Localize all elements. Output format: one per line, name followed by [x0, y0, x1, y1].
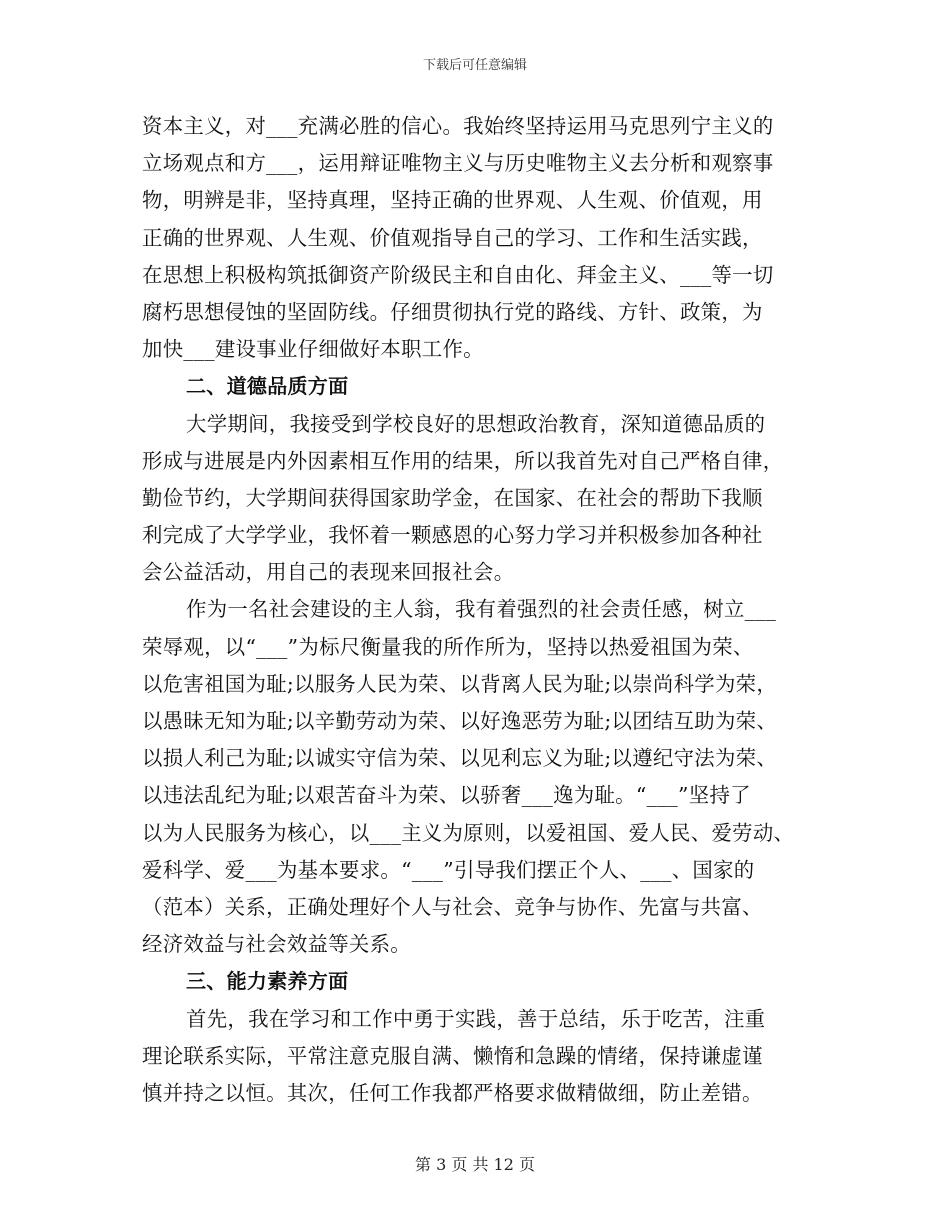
- body-line: 以为人民服务为核心，以___主义为原则，以爱祖国、爱人民、爱劳动、: [142, 820, 795, 845]
- body-line: 正确的世界观、人生观、价值观指导自己的学习、工作和生活实践，: [142, 225, 763, 250]
- body-line: 荣辱观，以“___”为标尺衡量我的所作所为，坚持以热爱祖国为荣、: [142, 634, 754, 659]
- body-line: 经济效益与社会效益等关系。: [142, 932, 411, 957]
- body-line: 首先，我在学习和工作中勇于实践，善于总结，乐于吃苦，注重: [186, 1006, 766, 1031]
- body-line: 以愚昧无知为耻;以辛勤劳动为荣、以好逸恶劳为耻;以团结互助为荣、: [142, 709, 778, 733]
- page-header: 下载后可任意编辑: [422, 58, 527, 73]
- body-line: 以损人利己为耻;以诚实守信为荣、以见利忘义为耻;以遵纪守法为荣、: [142, 746, 778, 771]
- body-line: 大学期间，我接受到学校良好的思想政治教育，深知道德品质的: [186, 411, 766, 436]
- body-line: 资本主义，对___充满必胜的信心。我始终坚持运用马克思列宁主义的: [142, 114, 774, 138]
- section-heading: 三、能力素养方面: [186, 969, 349, 994]
- body-line: 在思想上积极构筑抵御资产阶级民主和自由化、拜金主义、___等一切: [142, 262, 774, 287]
- document-body: [142, 108, 810, 1112]
- body-line: （范本）关系，正确处理好个人与社会、竞争与协作、先富与共富、: [142, 894, 763, 919]
- body-line: 立场观点和方___，运用辩证唯物主义与历史唯物主义去分析和观察事: [142, 151, 774, 176]
- body-line: 腐朽思想侵蚀的坚固防线。仔细贯彻执行党的路线、方针、政策，为: [142, 299, 763, 324]
- body-line: 利完成了大学学业，我怀着一颗感恩的心努力学习并积极参加各种社: [142, 523, 763, 548]
- section-heading: 二、道德品质方面: [186, 374, 349, 399]
- body-line: 以违法乱纪为耻;以艰苦奋斗为荣、以骄奢___逸为耻。“___”坚持了: [142, 783, 751, 808]
- body-line: 作为一名社会建设的主人翁，我有着强烈的社会责任感，树立___: [186, 597, 777, 622]
- body-line: 加快___建设事业仔细做好本职工作。: [142, 337, 484, 362]
- page-number: 第 3 页 共 12 页: [415, 1155, 535, 1174]
- body-line: 会公益活动，用自己的表现来回报社会。: [142, 560, 515, 585]
- body-line: 理论联系实际，平常注意克服自满、懒惰和急躁的情绪，保持谦虚谨: [142, 1043, 763, 1068]
- body-line: 慎并持之以恒。其次，任何工作我都严格要求做精做细，防止差错。: [142, 1080, 763, 1105]
- body-line: 物，明辨是非，坚持真理，坚持正确的世界观、人生观、价值观，用: [142, 188, 763, 213]
- body-line: 以危害祖国为耻;以服务人民为荣、以背离人民为耻;以崇尚科学为荣，: [142, 671, 778, 696]
- body-line: 形成与进展是内外因素相互作用的结果，所以我首先对自己严格自律，: [142, 448, 784, 473]
- body-line: 爱科学、爱___为基本要求。“___”引导我们摆正个人、___、国家的: [142, 857, 755, 882]
- body-line: 勤俭节约，大学期间获得国家助学金，在国家、在社会的帮助下我顺: [142, 485, 763, 510]
